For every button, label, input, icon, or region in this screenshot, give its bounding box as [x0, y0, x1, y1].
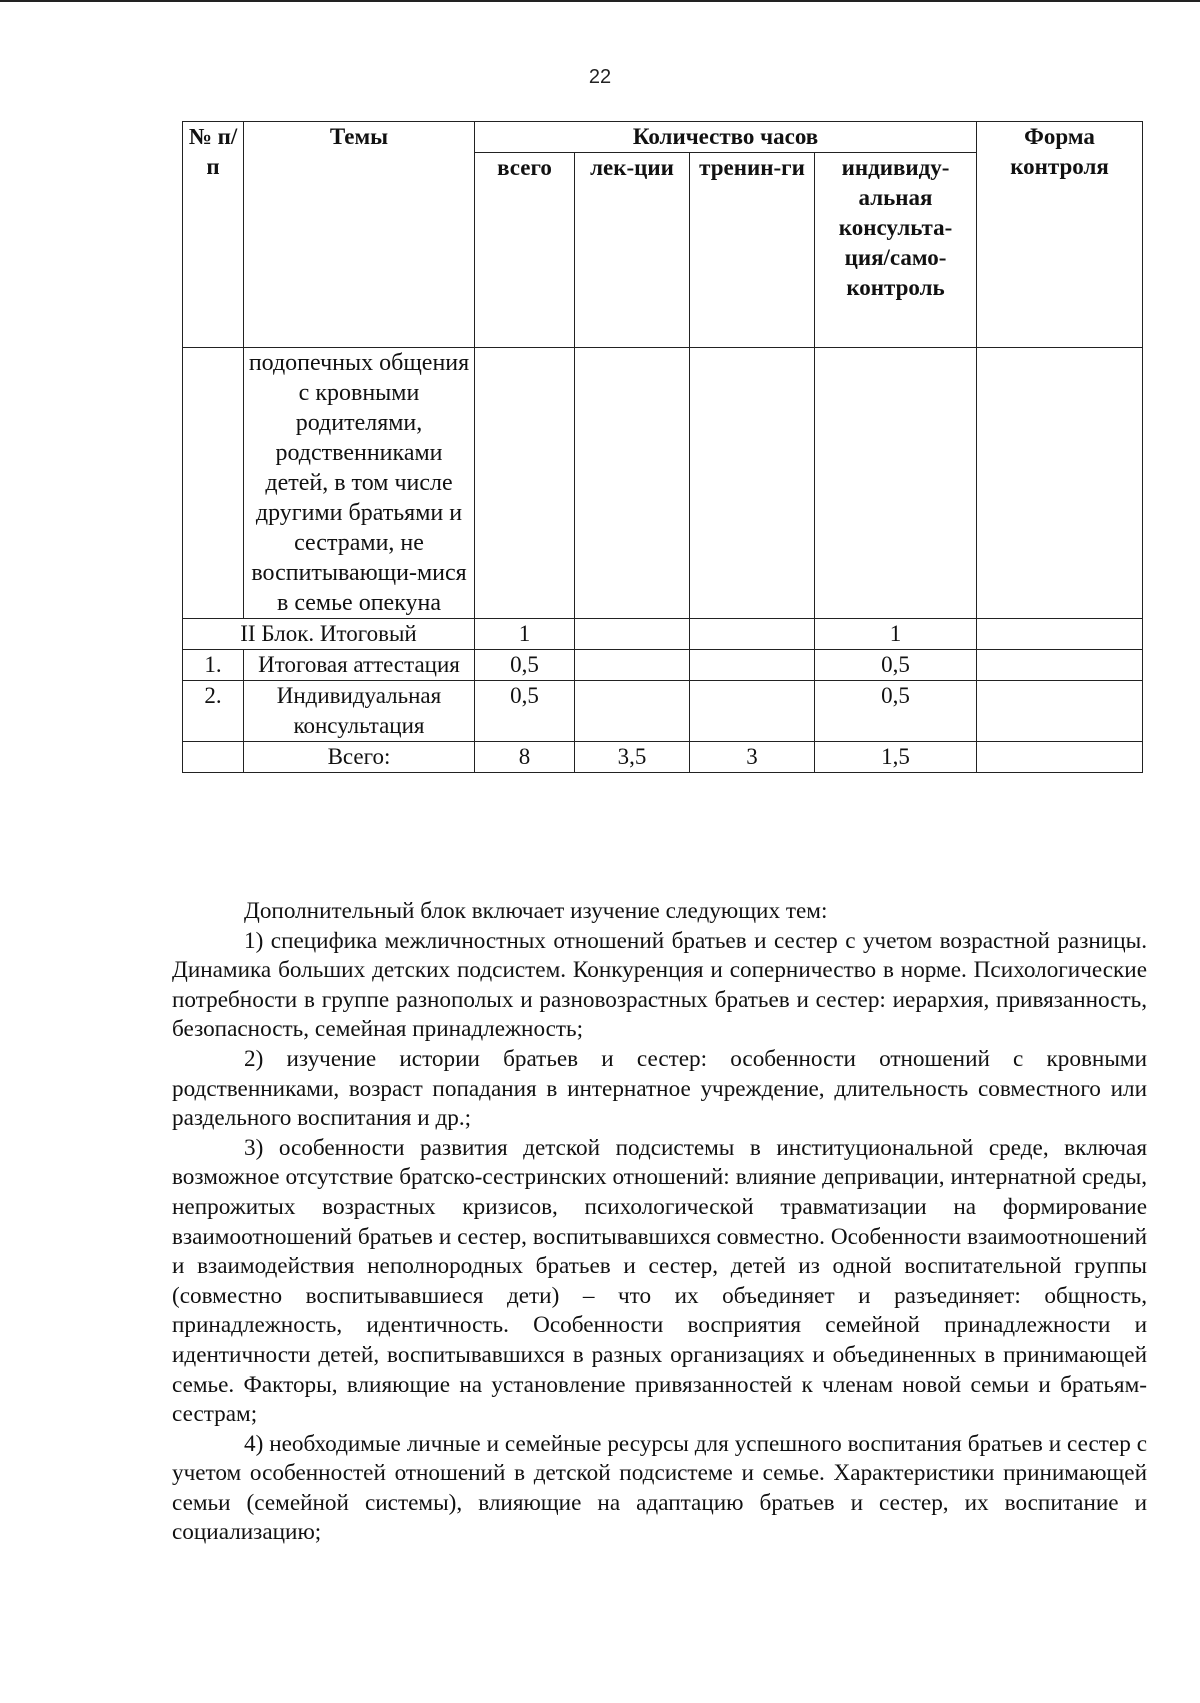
- cell-empty: [977, 348, 1143, 619]
- cell-total-control: [977, 742, 1143, 773]
- cell-block-control: [977, 619, 1143, 650]
- cell-num: 2.: [183, 681, 244, 742]
- table-row-block: [183, 619, 1143, 650]
- intro-paragraph: Дополнительный блок включает изучение следующих тем:: [244, 898, 828, 924]
- header-topics: Темы: [244, 122, 475, 348]
- header-individual: индивиду-альная консульта-ция/само-контроль: [815, 153, 977, 348]
- cell-empty: [690, 348, 815, 619]
- header-total: всего: [475, 153, 575, 348]
- cell-total: 0,5: [475, 681, 575, 742]
- cell-block-label: II Блок. Итоговый: [183, 619, 475, 650]
- cell-total-label: Всего:: [244, 742, 475, 773]
- topic-paragraph-2: 2) изучение истории братьев и сестер: особенности отношений с кровными родственниками, возраст попадания в интернатное учреждение, длительность совместного или раздельного воспитания и др.;: [172, 1045, 1147, 1132]
- cell-num-empty: [183, 348, 244, 619]
- cell-grand-total: 8: [475, 742, 575, 773]
- cell-block-individual: 1: [815, 619, 977, 650]
- cell-continuation-topic: подопечных общения с кровными родителями, родственниками детей, в том числе другими братьями и сестрами, не воспитывающи-мися в семье опекуна: [244, 348, 475, 619]
- cell-trainings: [690, 681, 815, 742]
- cell-individual: 0,5: [815, 650, 977, 681]
- cell-empty: [815, 348, 977, 619]
- page-number: 22: [588, 66, 612, 88]
- header-num: № п/п: [183, 122, 244, 348]
- cell-empty: [475, 348, 575, 619]
- table-row-total: [183, 742, 1143, 773]
- cell-trainings: [690, 650, 815, 681]
- cell-block-lectures: [575, 619, 690, 650]
- cell-block-trainings: [690, 619, 815, 650]
- cell-total-individual: 1,5: [815, 742, 977, 773]
- header-trainings: тренин-ги: [690, 153, 815, 348]
- topic-paragraph-3: 3) особенности развития детской подсистемы в институциональной среде, включая возможное отсутствие братско-сестринских отношений: влияние депривации, интернатной среды, непрожитых возрастных кризисов, психологической травматизации на формирование взаимоотношений братьев и сестер, воспитывавшихся совместно. Особенности взаимоотношений и взаимодействия неполнородных братьев и сестер, детей из одной воспитательной группы (совместно воспитывавшиеся дети) – что их объединяет и разъединяет: общность, принадлежность, идентичность. Особенности восприятия семейной принадлежности и идентичности детей, воспитывавшихся в разных организациях и объединенных в принимающей семье. Факторы, влияющие на установление привязанностей к членам новой семьи и братьям-сестрам;: [172, 1134, 1147, 1428]
- cell-topic: Итоговая аттестация: [244, 650, 475, 681]
- hours-table: [182, 121, 1143, 773]
- cell-num: 1.: [183, 650, 244, 681]
- cell-empty: [575, 348, 690, 619]
- cell-control: [977, 650, 1143, 681]
- cell-total: 0,5: [475, 650, 575, 681]
- body-text: [172, 897, 1147, 1548]
- cell-total-num: [183, 742, 244, 773]
- cell-control: [977, 681, 1143, 742]
- topic-paragraph-1: 1) специфика межличностных отношений братьев и сестер с учетом возрастной разницы. Динамика больших детских подсистем. Конкуренция и соперничество в норме. Психологические потребности в группе разнополых и разновозрастных братьев и сестер: иерархия, привязанность, безопасность, семейная принадлежность;: [172, 927, 1147, 1043]
- header-hours-group: Количество часов: [475, 122, 977, 153]
- table-header-row: [183, 122, 1143, 153]
- cell-topic: Индивидуальная консультация: [244, 681, 475, 742]
- cell-block-total: 1: [475, 619, 575, 650]
- table-row-continuation: [183, 348, 1143, 619]
- cell-lectures: [575, 681, 690, 742]
- cell-total-lectures: 3,5: [575, 742, 690, 773]
- top-border-line: [0, 0, 1200, 2]
- table-row: [183, 681, 1143, 742]
- header-control-form: Форма контроля: [977, 122, 1143, 348]
- cell-total-trainings: 3: [690, 742, 815, 773]
- table-row: [183, 650, 1143, 681]
- cell-lectures: [575, 650, 690, 681]
- header-lectures: лек-ции: [575, 153, 690, 348]
- topic-paragraph-4: 4) необходимые личные и семейные ресурсы для успешного воспитания братьев и сестер с учетом особенностей отношений в детской подсистеме и семье. Характеристики принимающей семьи (семейной системы), влияющие на адаптацию братьев и сестер, их воспитание и социализацию;: [172, 1430, 1147, 1546]
- cell-individual: 0,5: [815, 681, 977, 742]
